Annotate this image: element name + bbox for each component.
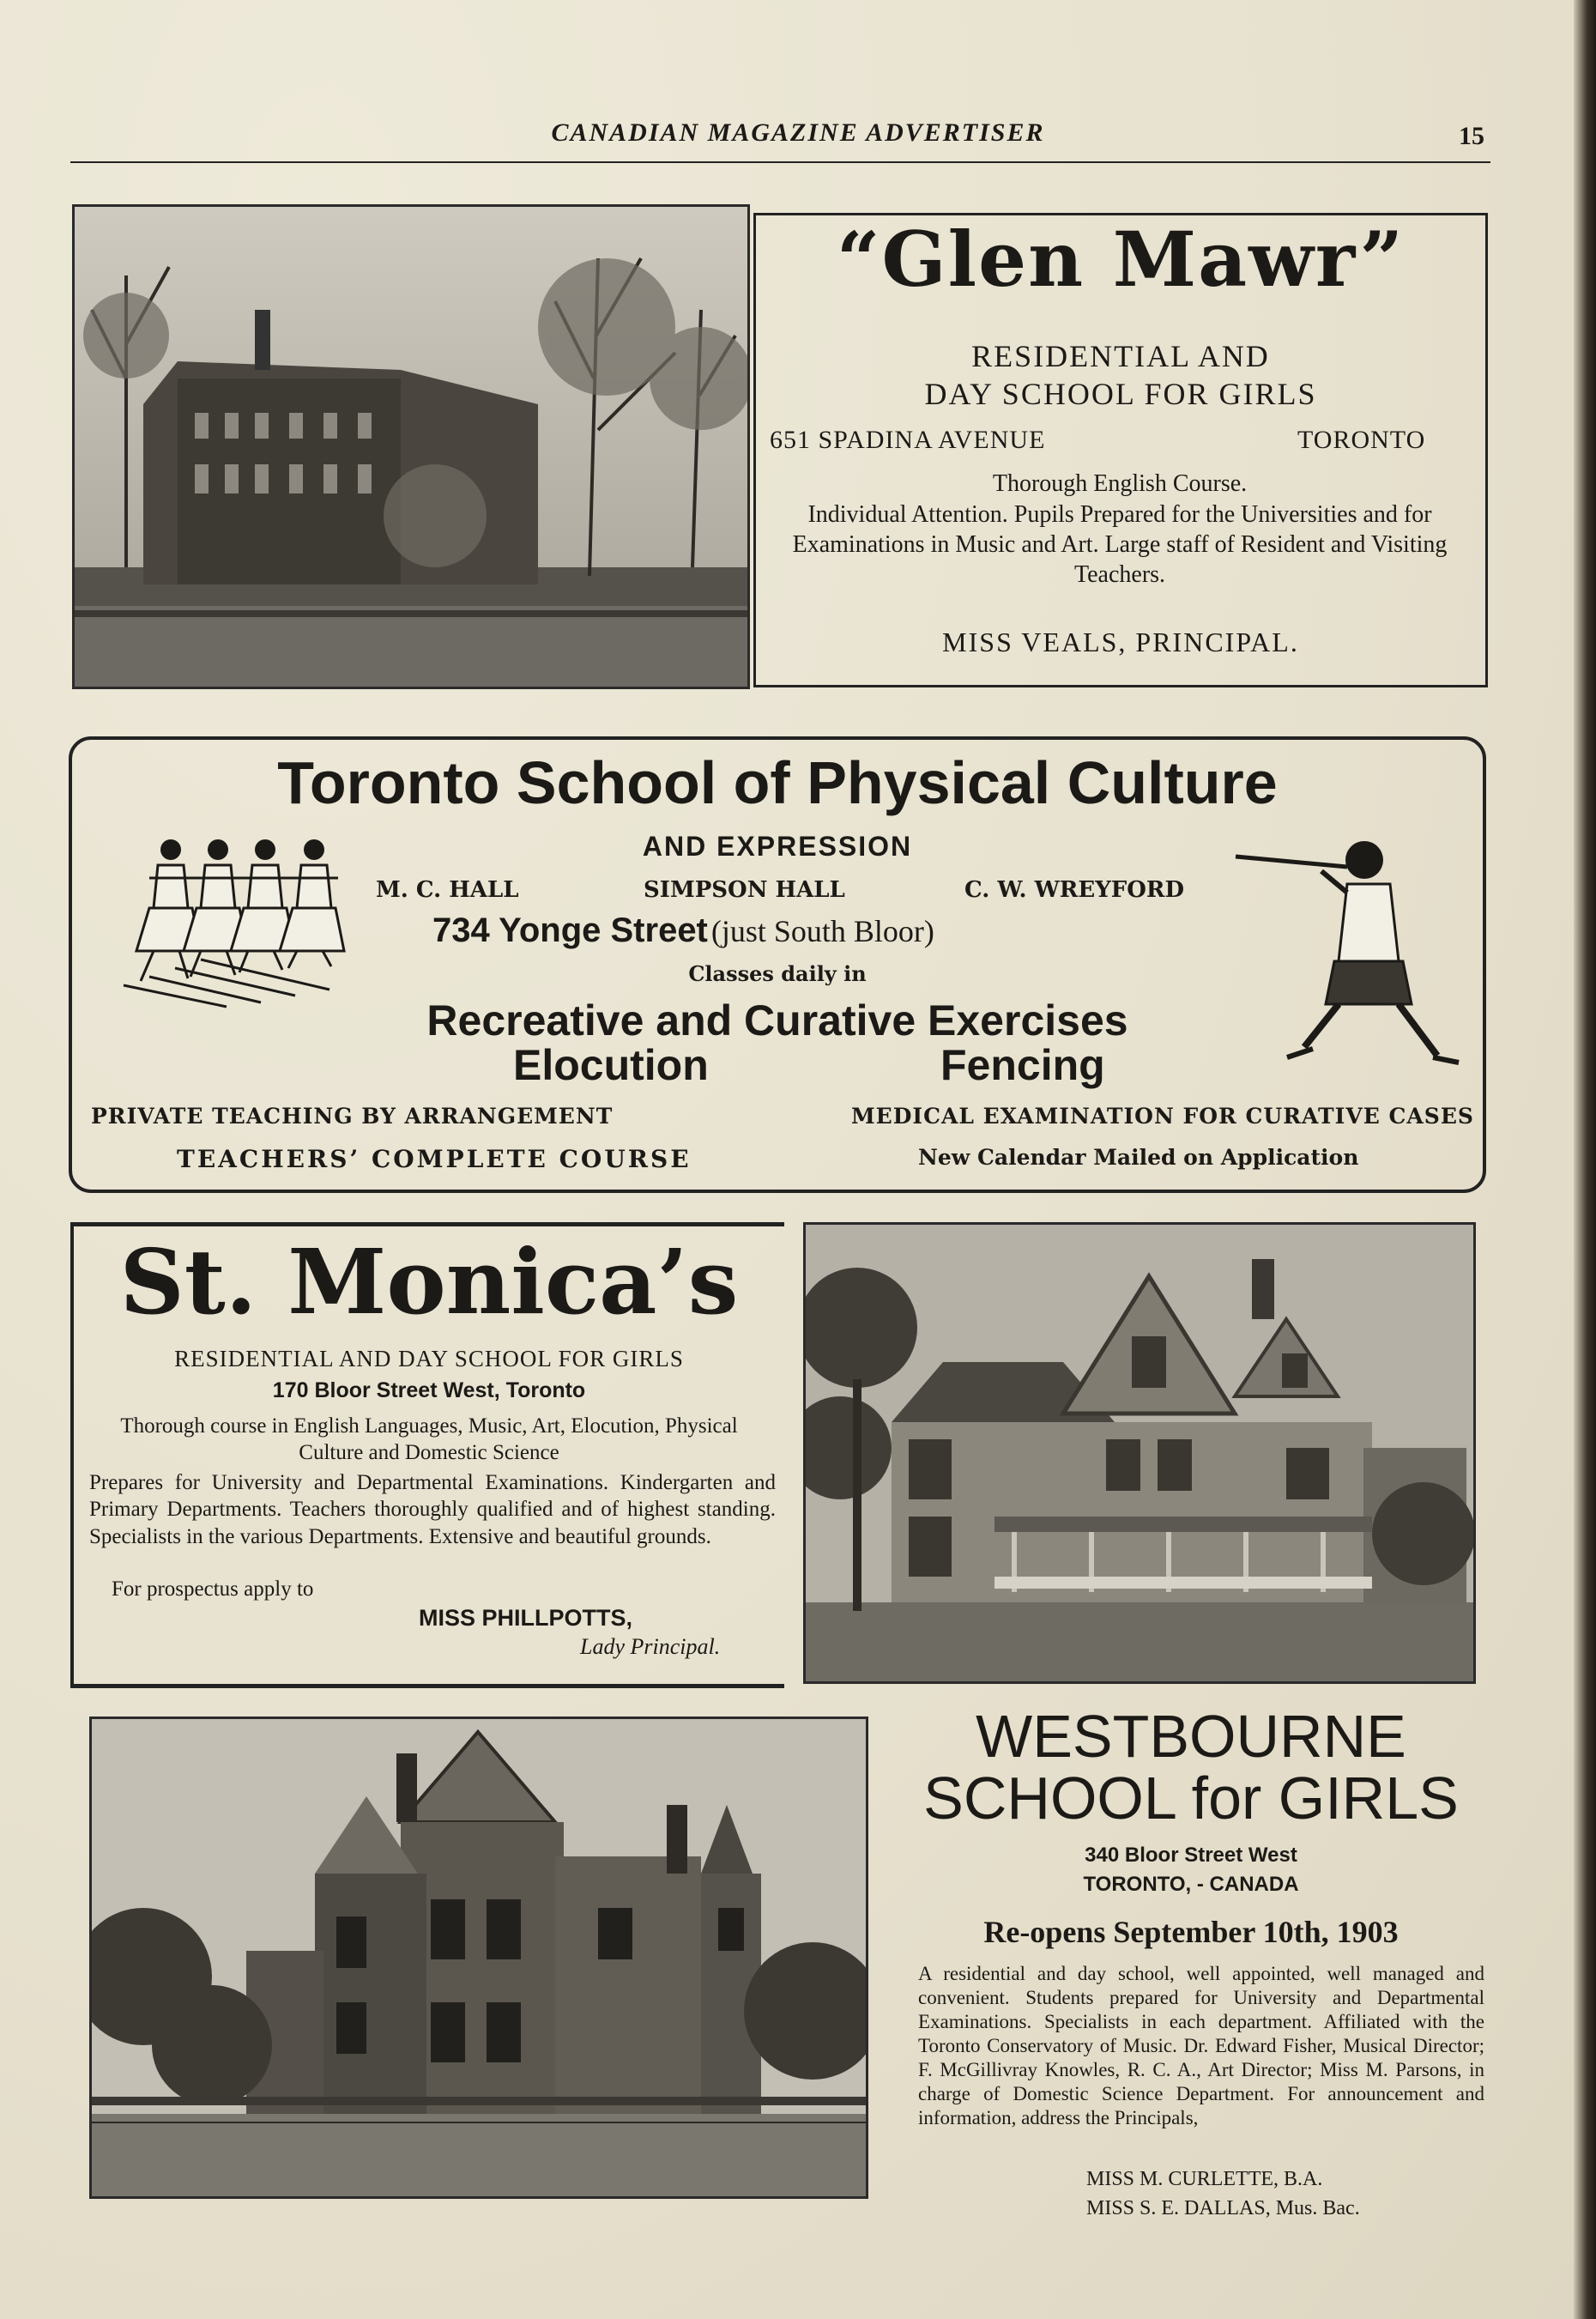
private-teaching: PRIVATE TEACHING BY ARRANGEMENT bbox=[91, 1104, 614, 1129]
physical-culture-subtitle: AND EXPRESSION bbox=[642, 831, 913, 862]
westbourne-principal-1: MISS M. CURLETTE, B.A. bbox=[1086, 2168, 1323, 2190]
medical-examination: MEDICAL EXAMINATION FOR CURATIVE CASES bbox=[851, 1104, 1474, 1129]
westbourne-principal-2: MISS S. E. DALLAS, Mus. Bac. bbox=[1086, 2197, 1360, 2219]
glen-mawr-desc1: Thorough English Course. bbox=[992, 470, 1248, 497]
st-monicas-title: St. Monica’s bbox=[119, 1229, 739, 1335]
header-rule bbox=[70, 161, 1490, 163]
fencer-illustration bbox=[1227, 833, 1467, 1080]
st-monicas-address: 170 Bloor Street West, Toronto bbox=[272, 1378, 586, 1402]
st-monicas-bottom-rule bbox=[70, 1684, 784, 1688]
teachers-course: TEACHERS’ COMPLETE COURSE bbox=[177, 1145, 692, 1173]
st-monicas-house-photo bbox=[803, 1222, 1476, 1684]
westbourne-reopens: Re-opens September 10th, 1903 bbox=[983, 1915, 1399, 1949]
st-monicas-principal: MISS PHILLPOTTS, bbox=[419, 1605, 633, 1631]
westbourne-description: A residential and day school, well appointed, well managed and convenient. Students prepared for University and Departmental Examinations. Specialists in each department. Affiliated with the Toronto Conservatory of Music. Dr. Edward Fisher, Musical Director; F. McGillivray Knowles, R. C. A., Art Director; Miss M. Parsons, in charge of Domestic Science Department. For announcement and information, address the Principals, bbox=[918, 1963, 1484, 2129]
st-monicas-left-rule bbox=[70, 1222, 74, 1688]
street-line bbox=[432, 911, 934, 950]
glen-mawr-address: 651 SPADINA AVENUE bbox=[770, 426, 1046, 454]
westbourne-city: TORONTO, - CANADA bbox=[1083, 1873, 1299, 1896]
westbourne-address: 340 Bloor Street West bbox=[1085, 1844, 1297, 1867]
st-monicas-type: RESIDENTIAL AND DAY SCHOOL FOR GIRLS bbox=[174, 1346, 684, 1371]
st-monicas-principal-title: Lady Principal. bbox=[580, 1634, 721, 1659]
street-note: (just South Bloor) bbox=[710, 914, 934, 948]
westbourne-house-photo bbox=[89, 1717, 868, 2199]
fencing-label: Fencing bbox=[940, 1041, 1105, 1089]
calendar-note: New Calendar Mailed on Application bbox=[918, 1145, 1359, 1170]
glen-mawr-title: “Glen Mawr” bbox=[836, 215, 1406, 304]
running-header: CANADIAN MAGAZINE ADVERTISER bbox=[551, 118, 1045, 147]
elocution-label: Elocution bbox=[513, 1041, 709, 1089]
glen-mawr-desc2: Individual Attention. Pupils Prepared for the Universities and for Examinations in Music and Art. Large staff of Resident and Visiting Teachers. bbox=[792, 501, 1448, 588]
page-number: 15 bbox=[1459, 122, 1484, 150]
st-monicas-desc2: Prepares for University and Departmental Examinations. Kindergarten and Primary Departments. Teachers thoroughly qualified and of highest standing. Specialists in the various Departments. Extensive and beautiful grounds. bbox=[89, 1471, 776, 1548]
physical-culture-title: Toronto School of Physical Culture bbox=[277, 749, 1278, 816]
hall-name-1: M. C. HALL bbox=[376, 877, 519, 903]
glen-mawr-type-line1: RESIDENTIAL AND bbox=[971, 339, 1270, 373]
st-monicas-top-rule bbox=[70, 1222, 784, 1226]
glen-mawr-type-line2: DAY SCHOOL FOR GIRLS bbox=[924, 377, 1317, 411]
glen-mawr-building-photo bbox=[72, 204, 750, 689]
exercises-line: Recreative and Curative Exercises bbox=[426, 996, 1128, 1044]
westbourne-title-line2: SCHOOL for GIRLS bbox=[923, 1765, 1459, 1832]
st-monicas-apply: For prospectus apply to bbox=[112, 1577, 314, 1601]
classes-daily: Classes daily in bbox=[688, 961, 867, 986]
glen-mawr-principal: MISS VEALS, PRINCIPAL. bbox=[942, 627, 1299, 657]
glen-mawr-city: TORONTO bbox=[1297, 426, 1426, 454]
hall-name-3: C. W. WREYFORD bbox=[964, 877, 1185, 903]
st-monicas-desc1: Thorough course in English Languages, Music, Art, Elocution, Physical Culture and Domestic Science bbox=[120, 1414, 738, 1465]
book-spine-shadow bbox=[1574, 0, 1596, 2319]
hall-name-2: SIMPSON HALL bbox=[644, 877, 845, 903]
westbourne-title-line1: WESTBOURNE bbox=[976, 1703, 1406, 1770]
dancers-illustration bbox=[89, 831, 386, 1011]
street-address: 734 Yonge Street bbox=[432, 911, 708, 949]
